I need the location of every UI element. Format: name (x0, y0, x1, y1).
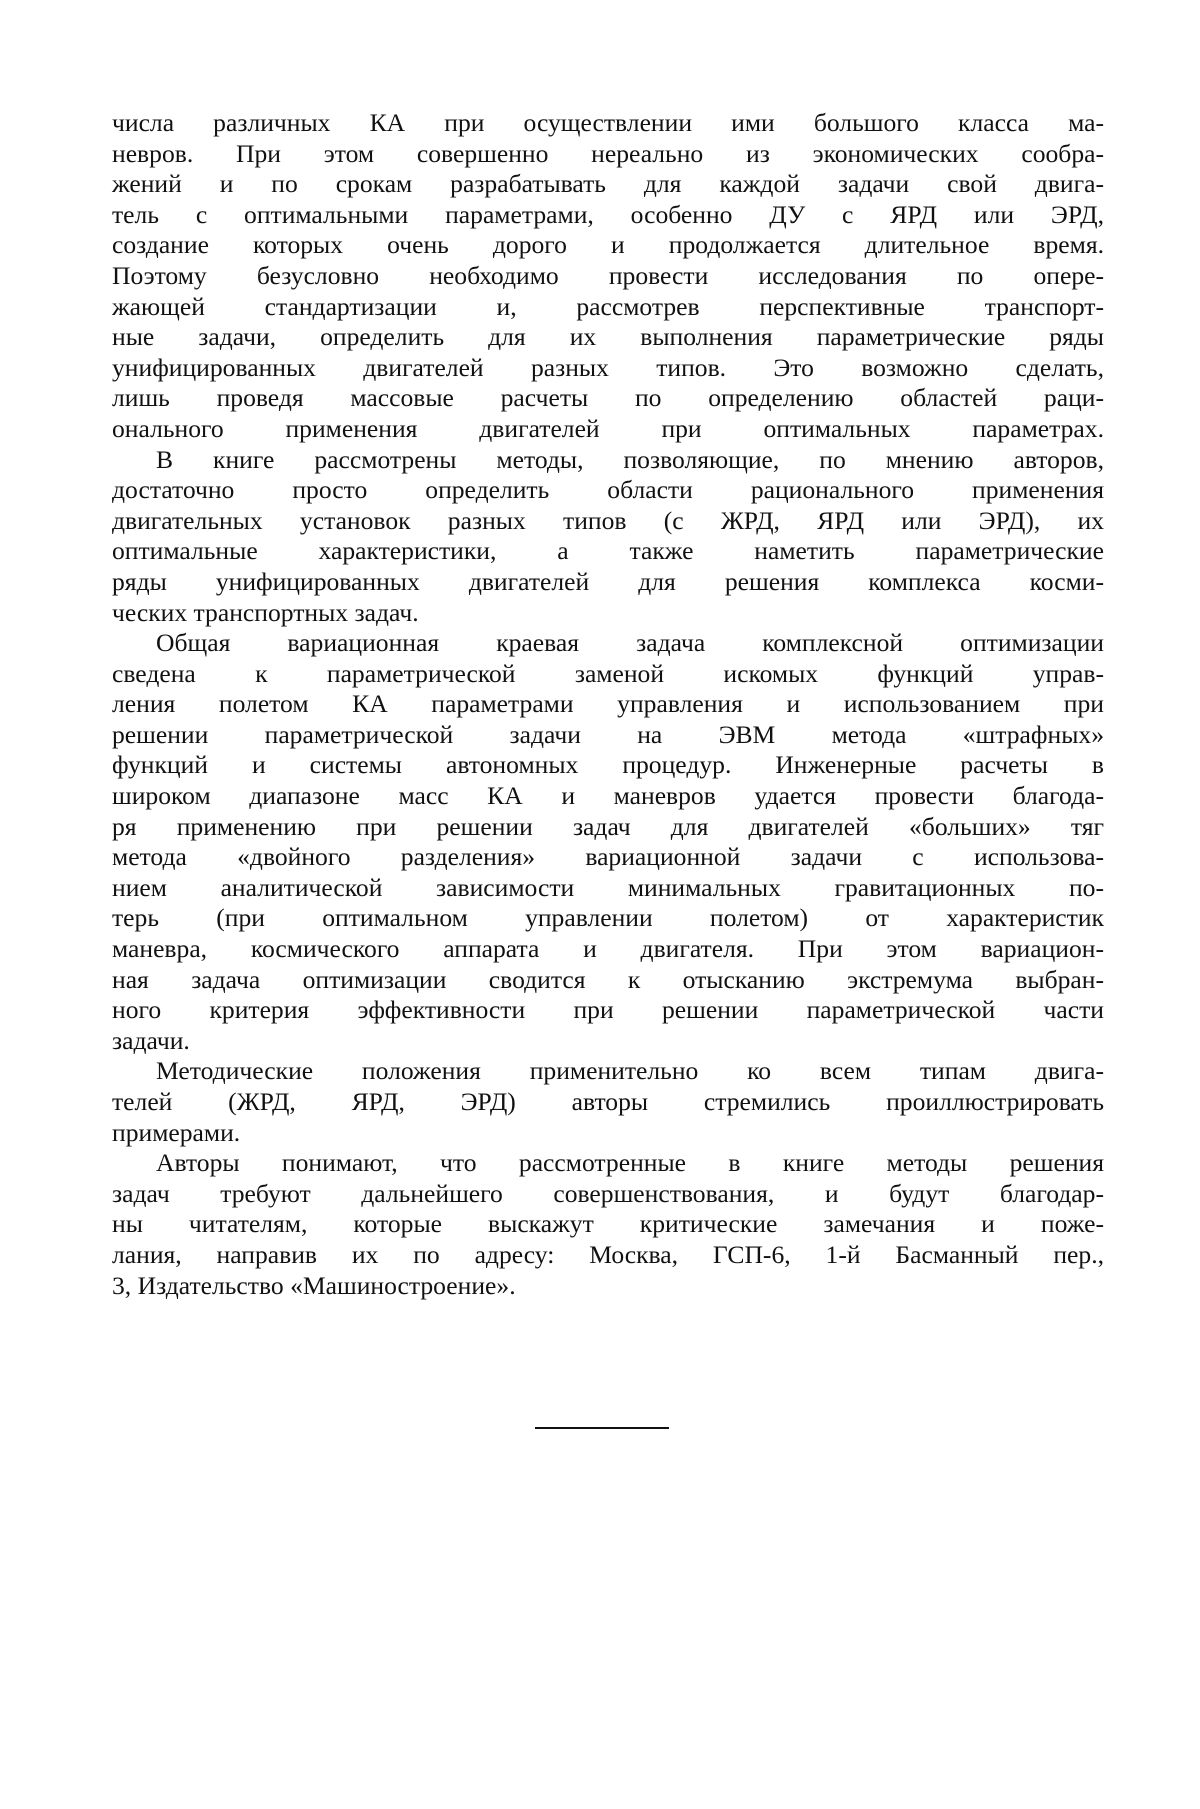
paragraph (112, 1056, 1104, 1148)
text-line: метода «двойного разделения» вариационной задачи с использова- (112, 842, 1104, 872)
text-line: создание которых очень дорого и продолжается длительное время. (112, 230, 1104, 260)
text-line: широком диапазоне масс КА и маневров удается провести благода- (112, 781, 1104, 811)
text-line: оптимальные характеристики, а также наметить параметрические (112, 536, 1104, 566)
text-line: невров. При этом совершенно нереально из экономических сообра- (112, 138, 1104, 168)
paragraph (112, 1148, 1104, 1301)
text-line: ря применению при решении задач для двигателей «больших» тяг (112, 811, 1104, 841)
text-line: унифицированных двигателей разных типов. Это возможно сделать, (112, 352, 1104, 382)
text-line: маневра, космического аппарата и двигателя. При этом вариацион- (112, 934, 1104, 964)
text-line: достаточно просто определить области рационального применения (112, 475, 1104, 505)
body-text (112, 108, 1104, 1301)
text-line: числа различных КА при осуществлении ими большого класса ма- (112, 108, 1104, 137)
text-line: Авторы понимают, что рассмотренные в книге методы решения (156, 1148, 1104, 1178)
text-line: ные задачи, определить для их выполнения параметрические ряды (112, 322, 1104, 352)
text-line: ны читателям, которые выскажут критические замечания и поже- (112, 1209, 1104, 1239)
text-line: двигательных установок разных типов (с ЖРД, ЯРД или ЭРД), их (112, 505, 1104, 535)
text-line: ческих транспортных задач. (112, 597, 419, 627)
text-line: функций и системы автономных процедур. Инженерные расчеты в (112, 750, 1104, 780)
text-line: ления полетом КА параметрами управления и использованием при (112, 689, 1104, 719)
text-line: ного критерия эффективности при решении параметрической части (112, 995, 1104, 1025)
text-line: В книге рассмотрены методы, позволяющие, по мнению авторов, (156, 444, 1104, 474)
text-line: Общая вариационная краевая задача комплексной оптимизации (156, 628, 1104, 658)
text-line: сведена к параметрической заменой искомых функций управ- (112, 658, 1104, 688)
text-line: лания, направив их по адресу: Москва, ГСП-6, 1-й Басманный пер., (112, 1239, 1104, 1269)
text-line: задач требуют дальнейшего совершенствования, и будут благодар- (112, 1178, 1104, 1208)
text-line: жающей стандартизации и, рассмотрев перспективные транспорт- (112, 291, 1104, 321)
paragraph (112, 108, 1104, 445)
paragraph (112, 628, 1104, 1056)
text-line: лишь проведя массовые расчеты по определению областей раци- (112, 383, 1104, 413)
section-end-rule (535, 1427, 669, 1429)
text-line: Методические положения применительно ко всем типам двига- (156, 1056, 1104, 1086)
text-line: терь (при оптимальном управлении полетом) от характеристик (112, 903, 1104, 933)
text-line: ная задача оптимизации сводится к отысканию экстремума выбран- (112, 964, 1104, 994)
text-line: ряды унифицированных двигателей для решения комплекса косми- (112, 566, 1104, 596)
text-line: 3, Издательство «Машиностроение». (112, 1270, 516, 1300)
paragraph (112, 445, 1104, 629)
text-line: жений и по срокам разрабатывать для каждой задачи свой двига- (112, 169, 1104, 199)
text-line: задачи. (112, 1025, 190, 1055)
text-line: нием аналитической зависимости минимальных гравитационных по- (112, 872, 1104, 902)
text-line: решении параметрической задачи на ЭВМ метода «штрафных» (112, 719, 1104, 749)
text-line: телей (ЖРД, ЯРД, ЭРД) авторы стремились проиллюстрировать (112, 1087, 1104, 1116)
text-line: Поэтому безусловно необходимо провести исследования по опере- (112, 260, 1104, 290)
text-line: примерами. (112, 1117, 241, 1147)
text-line: онального применения двигателей при оптимальных параметрах. (112, 413, 1104, 443)
text-line: тель с оптимальными параметрами, особенно ДУ с ЯРД или ЭРД, (112, 199, 1104, 229)
